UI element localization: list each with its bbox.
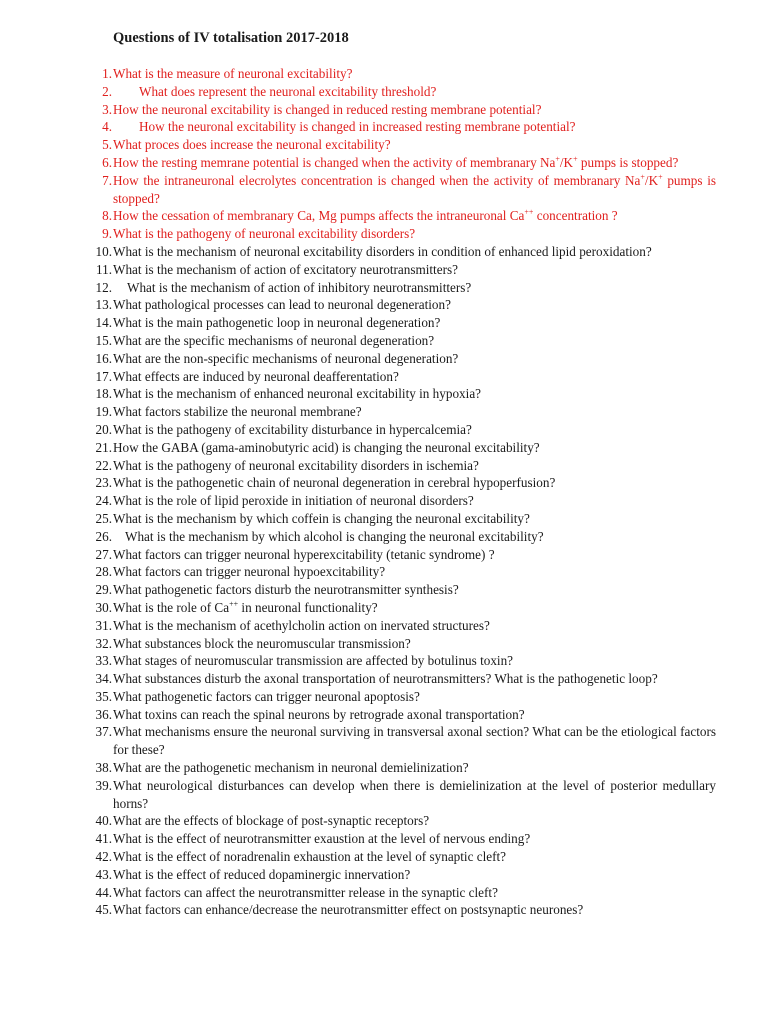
question-number: 32. <box>95 635 112 651</box>
text-run: What factors can trigger neuronal hypoexcitability? <box>113 564 386 580</box>
question-number: 35. <box>95 688 112 704</box>
question-text <box>113 599 716 617</box>
question-number: 31. <box>95 617 112 633</box>
text-run: What is the pathogenetic chain of neuronal degeneration in cerebral hypoperfusion? <box>113 475 556 491</box>
question-number: 24. <box>95 493 112 509</box>
question-number: 21. <box>95 439 112 455</box>
text-run: What is the effect of noradrenalin exhaustion at the level of synaptic cleft? <box>113 849 507 865</box>
question-text <box>113 884 716 902</box>
question-item <box>80 830 716 848</box>
question-number: 37. <box>95 724 112 740</box>
question-item <box>80 670 716 688</box>
question-text <box>113 332 716 350</box>
question-number: 6. <box>102 154 112 170</box>
question-item <box>80 403 716 421</box>
page-title: Questions of IV totalisation 2017-2018 <box>113 30 349 46</box>
question-text <box>113 243 716 261</box>
question-item <box>80 723 716 759</box>
question-item <box>80 546 716 564</box>
text-run: What is the pathogeny of excitability disturbance in hypercalcemia? <box>113 421 472 437</box>
question-item <box>80 296 716 314</box>
question-list <box>80 65 716 919</box>
question-number: 43. <box>95 866 112 882</box>
text-run: What is the mechanism of action of excitatory neurotransmitters? <box>113 261 458 277</box>
question-text <box>113 759 716 777</box>
question-text <box>113 403 716 421</box>
text-run: What is the pathogeny of neuronal excitability disorders in ischemia? <box>113 457 479 473</box>
question-text <box>113 368 716 386</box>
question-number: 10. <box>95 243 112 259</box>
question-number: 27. <box>95 546 112 562</box>
text-run: What neurological disturbances can develop when there is demielinization at the level of posterior medullary horns? <box>113 777 716 811</box>
text-run: How the neuronal excitability is changed in increased resting membrane potential? <box>139 119 576 135</box>
question-text <box>113 474 716 492</box>
question-text <box>113 350 716 368</box>
question-number: 2. <box>102 83 112 99</box>
question-item <box>80 118 716 136</box>
question-item <box>80 635 716 653</box>
text-run: What is the effect of neurotransmitter exaustion at the level of nervous ending? <box>113 831 531 847</box>
question-text <box>113 83 716 101</box>
text-run: What stages of neuromuscular transmission are affected by botulinus toxin? <box>113 653 514 669</box>
question-item <box>80 368 716 386</box>
text-run: /K <box>644 172 659 188</box>
question-number: 3. <box>102 101 112 117</box>
question-text <box>113 563 716 581</box>
question-item <box>80 866 716 884</box>
question-item <box>80 225 716 243</box>
text-run: What factors can trigger neuronal hyperexcitability (tetanic syndrome) ? <box>113 546 495 562</box>
question-item <box>80 136 716 154</box>
text-run: What factors can affect the neurotransmitter release in the synaptic cleft? <box>113 884 498 900</box>
question-text <box>113 830 716 848</box>
question-text <box>113 101 716 119</box>
question-number: 45. <box>95 902 112 918</box>
text-run: What is the mechanism of action of inhibitory neurotransmitters? <box>127 279 472 295</box>
text-run: What pathogenetic factors can trigger neuronal apoptosis? <box>113 688 420 704</box>
text-run: pumps is stopped? <box>113 172 716 206</box>
question-text <box>113 207 716 225</box>
question-number: 14. <box>95 315 112 331</box>
question-number: 17. <box>95 368 112 384</box>
question-item <box>80 812 716 830</box>
question-text <box>113 777 716 813</box>
question-text <box>113 492 716 510</box>
text-run: What toxins can reach the spinal neurons by retrograde axonal transportation? <box>113 706 525 722</box>
question-item <box>80 652 716 670</box>
text-run: How the cessation of membranary Ca, Mg pumps affects the intraneuronal Ca <box>113 208 525 224</box>
text-run: What are the pathogenetic mechanism in neuronal demielinization? <box>113 760 469 776</box>
question-item <box>80 759 716 777</box>
text-run: What factors stabilize the neuronal membrane? <box>113 404 362 420</box>
text-run: How the intraneuronal elecrolytes concentration is changed when the activity of membranary Na <box>113 172 641 188</box>
question-number: 41. <box>95 831 112 847</box>
text-run: What is the mechanism of neuronal excitability disorders in condition of enhanced lipid peroxidation? <box>113 243 652 259</box>
question-number: 26. <box>95 528 112 544</box>
text-run: What effects are induced by neuronal deafferentation? <box>113 368 399 384</box>
text-run: What is the role of lipid peroxide in initiation of neuronal disorders? <box>113 493 474 509</box>
text-run: /K <box>559 154 574 170</box>
question-text <box>113 225 716 243</box>
text-run: What is the mechanism of enhanced neuronal excitability in hypoxia? <box>113 386 482 402</box>
text-run: What is the mechanism of acethylcholin action on inervated structures? <box>113 617 490 633</box>
question-number: 28. <box>95 564 112 580</box>
question-item <box>80 243 716 261</box>
question-text <box>113 652 716 670</box>
question-number: 22. <box>95 457 112 473</box>
text-run: How the neuronal excitability is changed in reduced resting membrane potential? <box>113 101 542 117</box>
superscript: + <box>555 154 560 164</box>
question-item <box>80 439 716 457</box>
text-run: What is the pathogeny of neuronal excitability disorders? <box>113 226 416 242</box>
question-text <box>113 670 716 688</box>
question-text <box>113 439 716 457</box>
question-item <box>80 172 716 208</box>
question-number: 1. <box>102 66 112 81</box>
question-text <box>113 65 716 83</box>
question-number: 11. <box>96 261 112 277</box>
question-item <box>80 884 716 902</box>
text-run: What proces does increase the neuronal excitability? <box>113 137 391 153</box>
text-run: How the resting memrane potential is changed when the activity of membranary Na <box>113 154 556 170</box>
question-text <box>113 546 716 564</box>
text-run: What is the measure of neuronal excitability? <box>113 66 353 81</box>
question-number: 20. <box>95 421 112 437</box>
question-text <box>113 848 716 866</box>
question-item <box>80 421 716 439</box>
question-text <box>113 635 716 653</box>
question-number: 38. <box>95 760 112 776</box>
question-number: 39. <box>95 777 112 793</box>
question-item <box>80 617 716 635</box>
question-item <box>80 706 716 724</box>
text-run: What mechanisms ensure the neuronal surviving in transversal axonal section? What can be the etiological factors for these? <box>113 724 716 758</box>
question-item <box>80 848 716 866</box>
question-text <box>113 510 716 528</box>
text-run: What are the effects of blockage of post-synaptic receptors? <box>113 813 430 829</box>
question-item <box>80 528 716 546</box>
text-run: What is the effect of reduced dopaminergic innervation? <box>113 866 411 882</box>
question-item <box>80 510 716 528</box>
question-item <box>80 599 716 617</box>
text-run: What substances disturb the axonal transportation of neurotransmitters? What is the pathogenetic loop? <box>113 671 658 687</box>
question-item <box>80 688 716 706</box>
superscript: ++ <box>229 599 239 609</box>
question-number: 4. <box>102 119 112 135</box>
text-run: What does represent the neuronal excitability threshold? <box>139 83 437 99</box>
superscript: + <box>640 172 645 182</box>
question-number: 33. <box>95 653 112 669</box>
text-run: What are the non-specific mechanisms of neuronal degeneration? <box>113 350 459 366</box>
question-text <box>113 296 716 314</box>
question-item <box>80 207 716 225</box>
question-item <box>80 279 716 297</box>
question-text <box>113 279 716 297</box>
question-number: 19. <box>95 404 112 420</box>
question-text <box>113 172 716 208</box>
text-run: How the GABA (gama-aminobutyric acid) is changing the neuronal excitability? <box>113 439 540 455</box>
text-run: in neuronal functionality? <box>238 599 378 615</box>
question-text <box>113 901 716 919</box>
question-number: 5. <box>102 137 112 153</box>
question-item <box>80 563 716 581</box>
question-item <box>80 457 716 475</box>
question-text <box>113 528 716 546</box>
question-item <box>80 492 716 510</box>
superscript: + <box>573 154 578 164</box>
question-number: 25. <box>95 510 112 526</box>
text-run: What is the main pathogenetic loop in neuronal degeneration? <box>113 315 441 331</box>
question-number: 8. <box>102 208 112 224</box>
question-text <box>113 688 716 706</box>
question-item <box>80 350 716 368</box>
question-text <box>113 118 716 136</box>
question-number: 15. <box>95 332 112 348</box>
text-run: pumps is stopped? <box>577 154 679 170</box>
question-number: 44. <box>95 884 112 900</box>
question-text <box>113 154 716 172</box>
question-number: 29. <box>95 582 112 598</box>
text-run: What factors can enhance/decrease the neurotransmitter effect on postsynaptic neurones? <box>113 902 584 918</box>
text-run: concentration ? <box>533 208 618 224</box>
text-run: What are the specific mechanisms of neuronal degeneration? <box>113 332 435 348</box>
question-item <box>80 314 716 332</box>
question-text <box>113 581 716 599</box>
text-run: What pathogenetic factors disturb the neurotransmitter synthesis? <box>113 582 459 598</box>
question-text <box>113 812 716 830</box>
question-item <box>80 101 716 119</box>
question-item <box>80 65 716 83</box>
question-number: 23. <box>95 475 112 491</box>
text-run: What is the mechanism by which coffein is changing the neuronal excitability? <box>113 510 530 526</box>
question-number: 34. <box>95 671 112 687</box>
question-item <box>80 474 716 492</box>
question-item <box>80 777 716 813</box>
text-run: What is the mechanism by which alcohol is changing the neuronal excitability? <box>125 528 544 544</box>
question-text <box>113 136 716 154</box>
question-text <box>113 706 716 724</box>
question-text <box>113 866 716 884</box>
text-run: What substances block the neuromuscular transmission? <box>113 635 411 651</box>
question-text <box>113 261 716 279</box>
question-item <box>80 901 716 919</box>
superscript: + <box>658 172 663 182</box>
text-run: What pathological processes can lead to neuronal degeneration? <box>113 297 451 313</box>
question-text <box>113 457 716 475</box>
question-number: 40. <box>95 813 112 829</box>
question-number: 13. <box>95 297 112 313</box>
question-number: 42. <box>95 849 112 865</box>
question-number: 7. <box>102 172 112 188</box>
question-number: 16. <box>95 350 112 366</box>
question-item <box>80 261 716 279</box>
question-number: 9. <box>102 226 112 242</box>
question-item <box>80 154 716 172</box>
question-item <box>80 332 716 350</box>
question-text <box>113 723 716 759</box>
question-item <box>80 581 716 599</box>
question-text <box>113 617 716 635</box>
question-number: 36. <box>95 706 112 722</box>
question-number: 18. <box>95 386 112 402</box>
question-number: 30. <box>95 599 112 615</box>
superscript: ++ <box>524 207 534 217</box>
question-item <box>80 385 716 403</box>
text-run: What is the role of Ca <box>113 599 230 615</box>
question-text <box>113 421 716 439</box>
question-text <box>113 385 716 403</box>
question-number: 12. <box>95 279 112 295</box>
question-item <box>80 83 716 101</box>
question-text <box>113 314 716 332</box>
